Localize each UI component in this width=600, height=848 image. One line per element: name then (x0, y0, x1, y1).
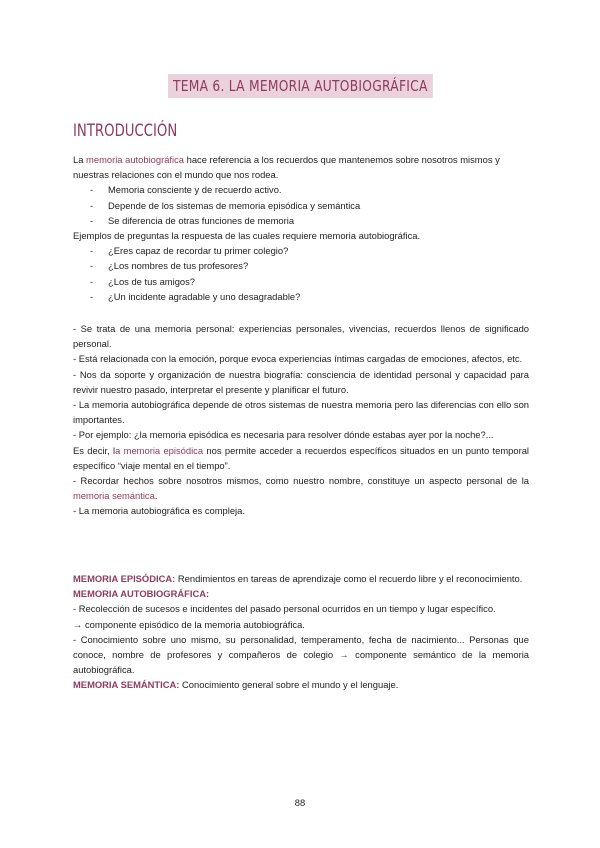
list-item (73, 198, 529, 213)
point-paragraph: - Por ejemplo: ¿la memoria episódica es necesaria para resolver dónde estabas ayer por la noche?... (73, 429, 494, 441)
list-item-text: Se diferencia de otras funciones de memoria (108, 214, 295, 226)
definition-text: Rendimientos en tareas de aprendizaje como el recuerdo libre y el reconocimiento. (175, 573, 523, 584)
list-item-text: Memoria consciente y de recuerdo activo. (108, 184, 282, 196)
page-title: TEMA 6. LA MEMORIA AUTOBIOGRÁFICA (168, 74, 433, 98)
bullet-dash: - (90, 184, 94, 196)
bullet-dash: - (90, 245, 94, 257)
definition-semantica (73, 677, 529, 692)
intro-block (73, 152, 529, 304)
point-text: Es decir, l (73, 444, 116, 456)
examples-intro: Ejemplos de preguntas la respuesta de las cuales requiere memoria autobiográfica. (73, 230, 421, 242)
list-item-text: Depende de los sistemas de memoria episódica y semántica (108, 199, 361, 211)
point-paragraph (73, 473, 529, 503)
intro-paragraph (73, 152, 529, 182)
highlight-term: memoria autobiográfica (86, 154, 185, 165)
bullet-dash: - (90, 260, 94, 272)
bullet-dash: - (90, 214, 94, 226)
point-paragraph: - Nos da soporte y organización de nuestra biografía: consciencia de identidad personal y capacidad para revivir nuestro pasado, interpretar el presente y planificar el futuro. (73, 368, 529, 395)
point-paragraph (73, 443, 529, 473)
bullet-dash: - (90, 290, 94, 302)
definition-text: Conocimiento general sobre el mundo y el lenguaje. (179, 679, 399, 691)
intro-text: La (73, 154, 87, 165)
list-item-text: ¿Un incidente agradable y uno desagradable? (108, 290, 301, 302)
list-item-text: ¿Eres capaz de recordar tu primer colegio? (108, 245, 289, 257)
definitions-block (73, 571, 529, 693)
point-text: . (154, 490, 158, 502)
point-text: nos permite acceder a recuerdos específicos situados en un punto temporal específico “viaje mental en el tiempo”. (73, 444, 530, 471)
definition-text: - Recolección de sucesos e incidentes del pasado personal ocurridos en un tiempo y lugar específico. (73, 603, 496, 615)
point-paragraph: - La memoria autobiográfica es compleja. (73, 505, 245, 517)
highlight-term: a memoria episódica (115, 444, 204, 456)
definition-label: MEMORIA EPISÓDICA: (73, 573, 176, 584)
list-item-text: ¿Los nombres de tus profesores? (108, 260, 249, 272)
definition-text: - Conocimiento sobre uno mismo, su personalidad, temperamento, fecha de nacimiento... Personas que conoce, nombre de profesores y compañeros de colegio → componente semántico de la memoria autobiográfica. (73, 633, 529, 676)
point-paragraph: - La memoria autobiográfica depende de otros sistemas de nuestra memoria pero las diferencias con ello son importantes. (73, 399, 529, 426)
definition-autobiografica-label (73, 586, 529, 601)
point-paragraph: - Está relacionada con la emoción, porque evoca experiencias íntimas cargadas de emociones, afectos, etc. (73, 353, 523, 365)
bullet-dash: - (90, 199, 94, 211)
list-item (73, 182, 529, 197)
definition-label: MEMORIA SEMÁNTICA: (73, 679, 180, 691)
list-item (73, 243, 529, 258)
definition-text: → componente episódico de la memoria autobiográfica. (73, 618, 305, 630)
bullet-dash: - (90, 275, 94, 287)
points-block (73, 321, 529, 519)
list-item (73, 274, 529, 289)
definition-label: MEMORIA AUTOBIOGRÁFICA: (73, 588, 210, 600)
point-text: - Recordar hechos sobre nosotros mismos, como nuestro nombre, constituye un aspecto personal de la (73, 475, 529, 487)
list-item (73, 213, 529, 228)
section-heading: INTRODUCCIÓN (73, 121, 178, 141)
intro-text: hace referencia a los recuerdos que mantenemos sobre nosotros mismos y nuestras relaciones con el mundo que nos rodea. (73, 154, 500, 181)
point-paragraph: - Se trata de una memoria personal: experiencias personales, vivencias, recuerdos llenos de significado personal. (73, 323, 529, 350)
title-container (0, 74, 600, 98)
definition-episodica (73, 571, 529, 586)
page-number: 88 (294, 797, 306, 808)
list-item (73, 289, 529, 304)
list-item (73, 258, 529, 273)
list-item-text: ¿Los de tus amigos? (108, 275, 196, 287)
highlight-term: memoria semántica (73, 490, 155, 502)
